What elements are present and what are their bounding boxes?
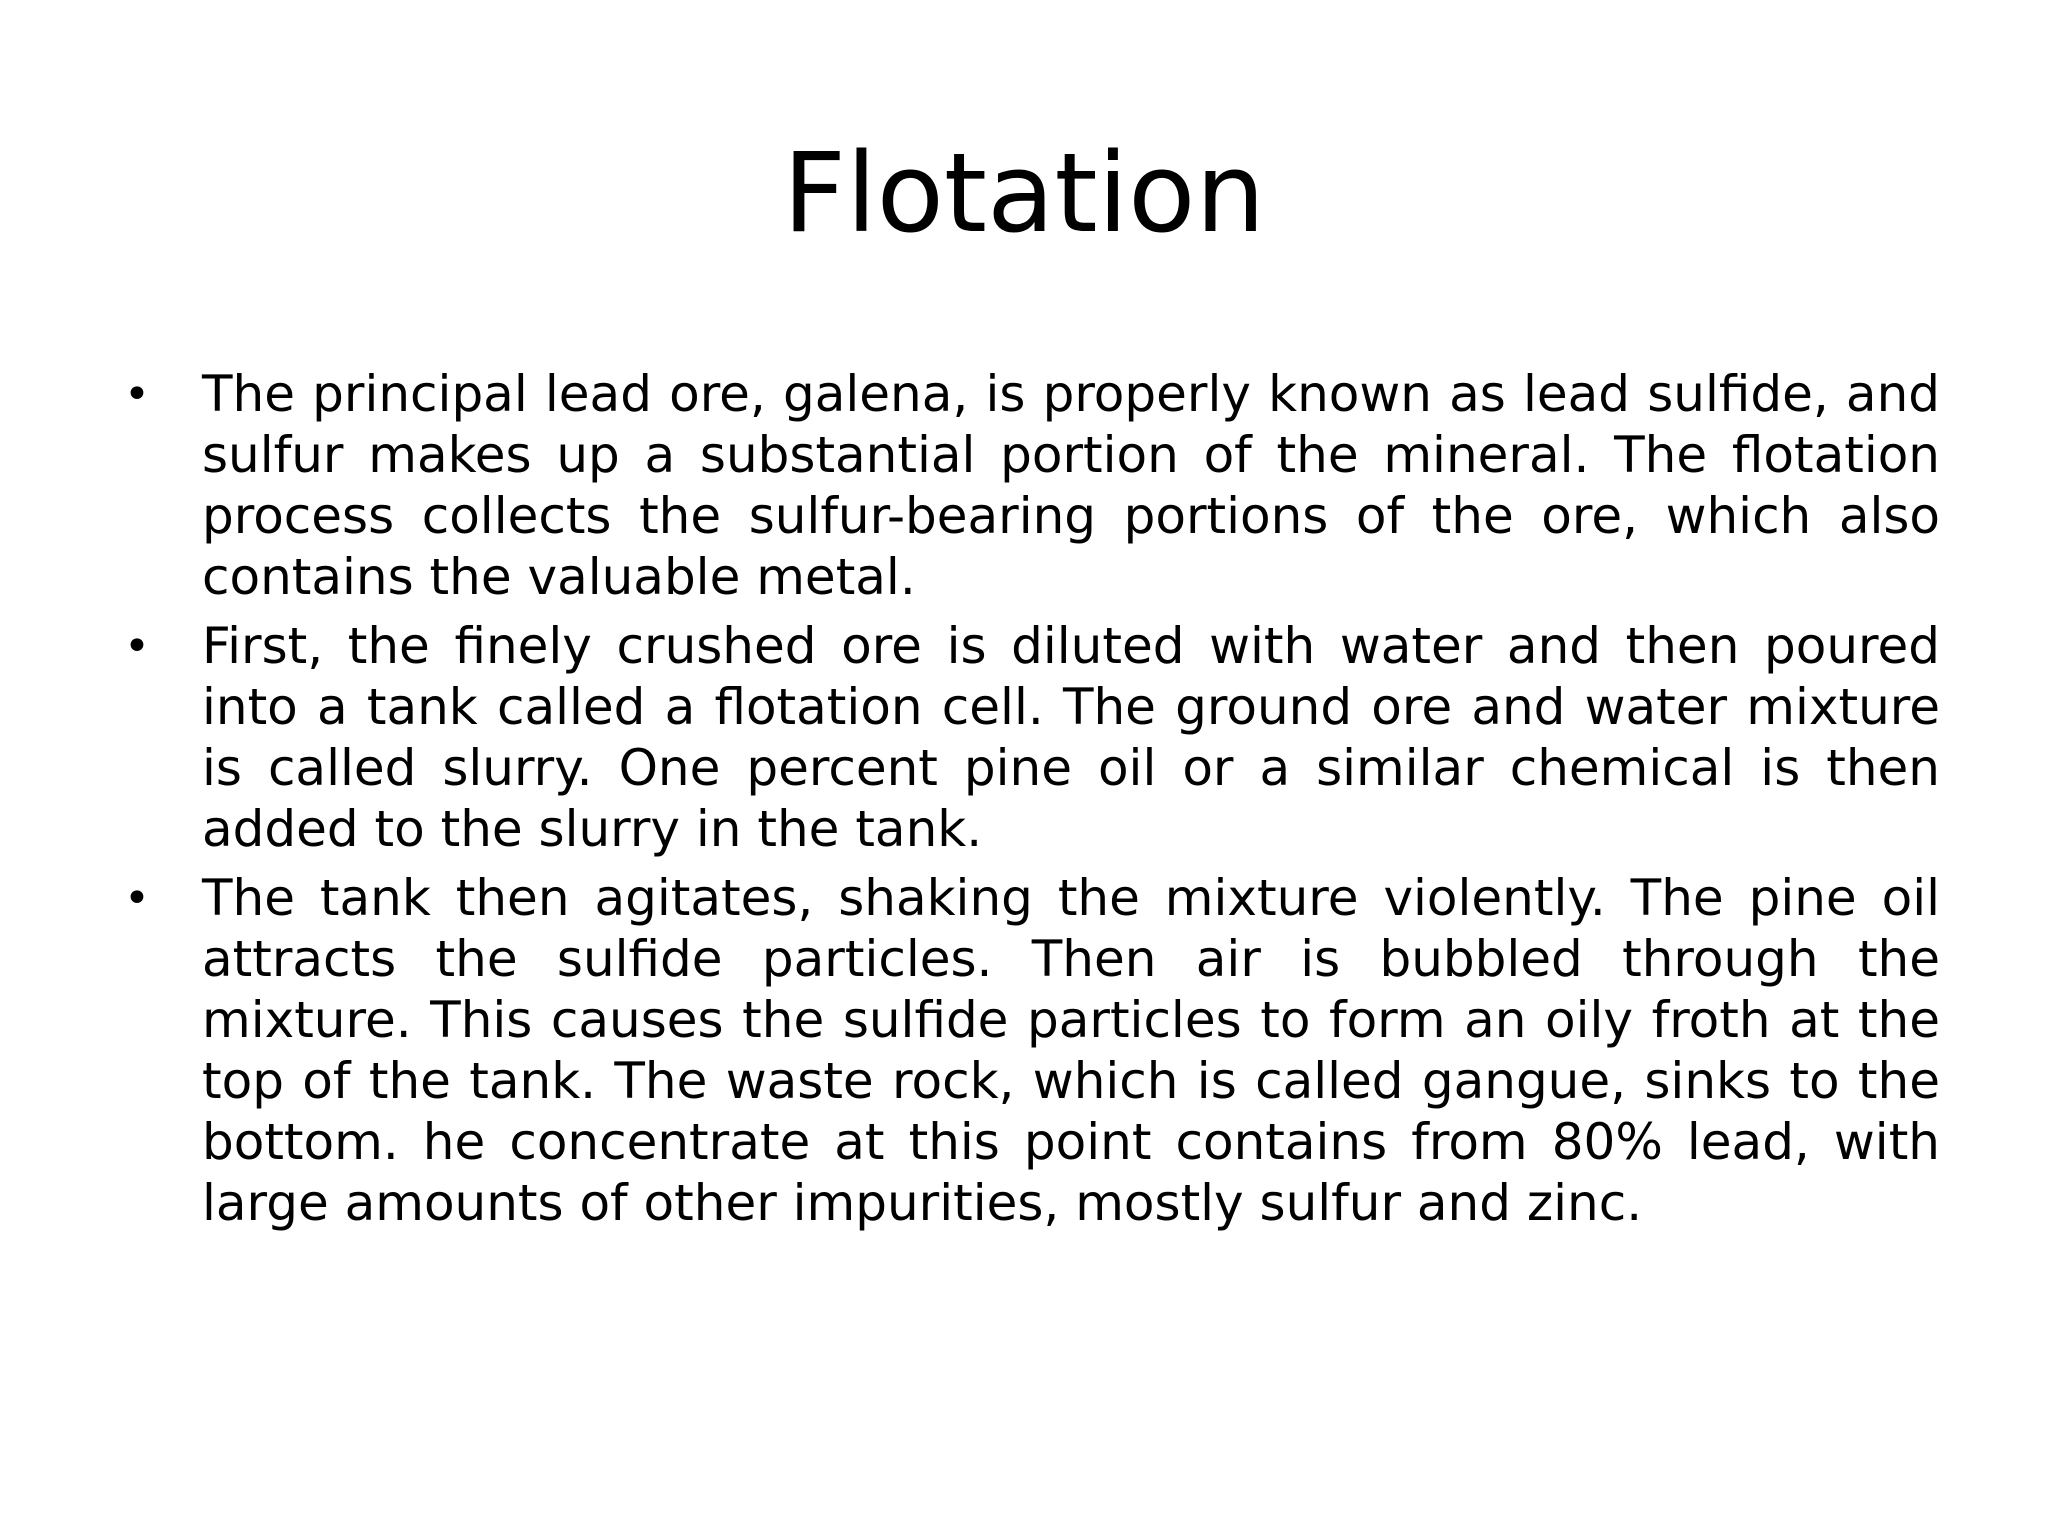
bullet-marker: •	[124, 873, 150, 924]
bullet-list	[110, 364, 1940, 1242]
bullet-marker: •	[124, 369, 150, 420]
bullet-item	[110, 868, 1940, 1234]
slide-title: Flotation	[782, 129, 1266, 257]
bullet-item	[110, 616, 1940, 860]
bullet-text: The tank then agitates, shaking the mixture violently. The pine oil attracts the sulfide particles. Then air is bubbled through the mixture. This causes the sulfide particles to form an oily froth at the top of the tank. The waste rock, which is called gangue, sinks to the bottom. he concentrate at this point contains from 80% lead, with large amounts of other impurities, mostly sulfur and zinc.	[202, 869, 1940, 1232]
bullet-item	[110, 364, 1940, 608]
bullet-text: First, the finely crushed ore is diluted with water and then poured into a tank called a flotation cell. The ground ore and water mixture is called slurry. One percent pine oil or a similar chemical is then added to the slurry in the tank.	[202, 617, 1940, 858]
bullet-marker: •	[124, 621, 150, 672]
bullet-text: The principal lead ore, galena, is properly known as lead sulfide, and sulfur makes up a substantial portion of the mineral. The flotation process collects the sulfur-bearing portions of the ore, which also contains the valuable metal.	[202, 365, 1940, 606]
